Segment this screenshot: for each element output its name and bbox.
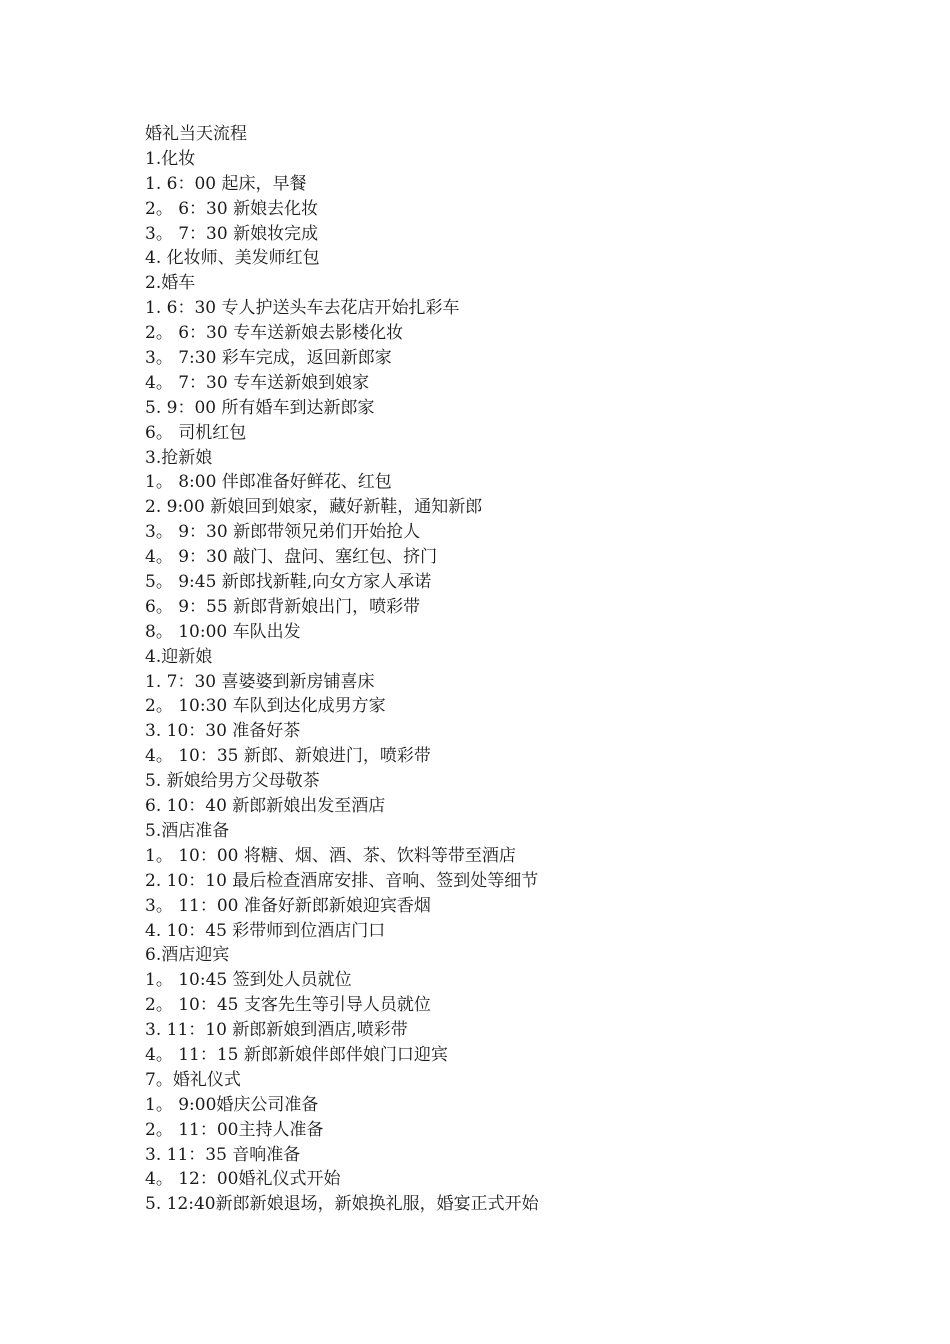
list-item: 5. 12:40新郎新娘退场，新娘换礼服，婚宴正式开始 [145,1194,539,1215]
section-makeup [145,147,905,271]
list-item: 5. 9：00 所有婚车到达新郎家 [145,397,375,418]
list-item: 3. 11：35 音响准备 [145,1144,301,1165]
section-bride-pickup [145,446,905,645]
list-item: 2. 9:00 新娘回到娘家，藏好新鞋，通知新郎 [145,497,483,518]
section-heading: 7。婚礼仪式 [145,1069,241,1090]
list-item: 5. 新娘给男方父母敬茶 [145,771,320,792]
list-item: 6. 10：40 新郎新娘出发至酒店 [145,796,386,817]
list-item: 1。 10：00 将糖、烟、酒、茶、饮料等带至酒店 [145,845,516,866]
list-item: 3. 10：30 准备好茶 [145,721,301,742]
list-item: 1. 7：30 喜婆婆到新房铺喜床 [145,671,375,692]
section-heading: 3.抢新娘 [145,447,213,468]
section-hotel-reception [145,943,905,1067]
list-item: 2。 6：30 新娘去化妆 [145,198,319,219]
list-item: 6。 司机红包 [145,422,247,443]
list-item: 1。 10:45 签到处人员就位 [145,970,352,991]
section-heading: 5.酒店准备 [145,820,230,841]
list-item: 4。 10：35 新郎、新娘进门，喷彩带 [145,746,431,767]
list-item: 3。 7:30 彩车完成，返回新郎家 [145,348,392,369]
list-item: 1。 9:00婚庆公司准备 [145,1094,319,1115]
list-item: 2。 10：45 支客先生等引导人员就位 [145,995,431,1016]
document-title: 婚礼当天流程 [145,124,247,144]
section-ceremony [145,1068,905,1217]
list-item: 2。 10:30 车队到达化成男方家 [145,696,386,717]
list-item: 1。 8:00 伴郎准备好鲜花、红包 [145,472,392,493]
list-item: 1. 6：30 专人护送头车去花店开始扎彩车 [145,298,460,319]
list-item: 5。 9:45 新郎找新鞋,向女方家人承诺 [145,572,432,593]
section-heading: 6.酒店迎宾 [145,945,230,966]
list-item: 3。 7：30 新娘妆完成 [145,223,319,244]
list-item: 3. 11：10 新郎新娘到酒店,喷彩带 [145,1020,408,1041]
list-item: 4。 7：30 专车送新娘到娘家 [145,372,370,393]
section-wedding-car [145,271,905,445]
list-item: 2。 11：00主持人准备 [145,1119,324,1140]
list-item: 8。 10:00 车队出发 [145,621,301,642]
list-item: 4。 11：15 新郎新娘伴郎伴娘门口迎宾 [145,1044,448,1065]
list-item: 4。 9：30 敲门、盘问、塞红包、挤门 [145,547,438,568]
section-heading: 1.化妆 [145,148,196,169]
list-item: 6。 9：55 新郎背新娘出门，喷彩带 [145,596,421,617]
section-heading: 4.迎新娘 [145,646,213,667]
list-item: 3。 11：00 准备好新郎新娘迎宾香烟 [145,895,431,916]
list-item: 1. 6：00 起床，早餐 [145,173,307,194]
section-hotel-prep [145,819,905,943]
list-item: 3。 9：30 新郎带领兄弟们开始抢人 [145,522,421,543]
section-welcome-bride [145,645,905,819]
section-heading: 2.婚车 [145,273,196,294]
list-item: 4。 12：00婚礼仪式开始 [145,1169,341,1190]
list-item: 4. 10：45 彩带师到位酒店门口 [145,920,386,941]
list-item: 2. 10：10 最后检查酒席安排、音响、签到处等细节 [145,870,539,891]
list-item: 4. 化妆师、美发师红包 [145,248,320,269]
list-item: 2。 6：30 专车送新娘去影楼化妆 [145,323,404,344]
document-page [145,122,905,1217]
